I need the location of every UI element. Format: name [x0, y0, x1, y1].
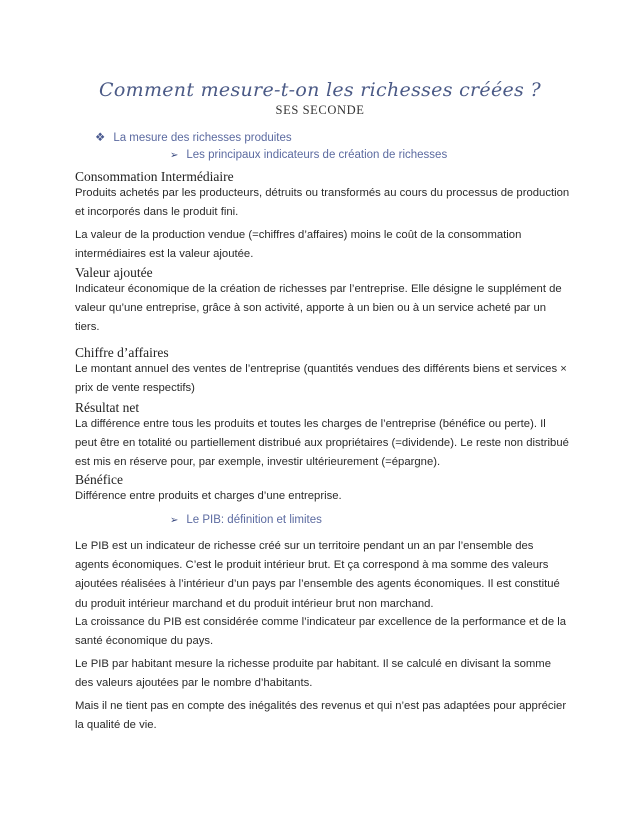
- arrow-bullet-icon: ➢: [170, 150, 179, 161]
- paragraph-ci-valeur: La valeur de la production vendue (=chiffres d’affaires) moins le coût de la consommation intermédiaires est la valeur ajoutée.: [75, 229, 522, 261]
- page-title: Comment mesure-t-on les richesses créées ?: [99, 79, 541, 101]
- subsection-heading-1: ➢ Les principaux indicateurs de création de richesses: [170, 149, 448, 161]
- paragraph-pib-definition: Le PIB est un indicateur de richesse créé sur un territoire pendant un an par l’ensemble des agents économiques. C’est le produit intérieur brut. Et ça correspond à ma somme des valeurs ajoutées réalisées à l’intérieur d’un pays par l’ensemble des agents économiques. Il est constitué du produit intérieur marchand et du produit intérieur brut non marchand.: [75, 540, 560, 610]
- heading-resultat-net: Résultat net: [75, 400, 140, 415]
- paragraph-pib-habitant: Le PIB par habitant mesure la richesse produite par habitant. Il se calculé en divisant la somme des valeurs ajoutées par le nombre d’habitants.: [75, 658, 551, 690]
- heading-valeur-ajoutee: Valeur ajoutée: [75, 265, 153, 280]
- paragraph-resultat-net: La différence entre tous les produits et toutes les charges de l’entreprise (bénéfice ou perte). Il peut être en totalité ou partiellement distribué aux propriétaires (=dividende). Le reste non distribué est mis en réserve pour, par exemple, investir ultérieurement (=épargne).: [75, 418, 569, 469]
- paragraph-valeur-ajoutee: Indicateur économique de la création de richesses par l’entreprise. Elle désigne le supplément de valeur qu’une entreprise, grâce à son activité, apporte à un bien ou à un service acheté par un tiers.: [75, 283, 562, 334]
- paragraph-ci-definition: Produits achetés par les producteurs, détruits ou transformés au cours du processus de production et incorporés dans le produit fini.: [75, 187, 570, 219]
- heading-chiffre-affaires: Chiffre d’affaires: [75, 345, 169, 360]
- section-heading-1: ❖ La mesure des richesses produites: [95, 132, 292, 144]
- page-subtitle: SES SECONDE: [275, 103, 365, 117]
- subsection-heading-2: ➢ Le PIB: définition et limites: [170, 514, 322, 526]
- paragraph-pib-croissance: La croissance du PIB est considérée comme l’indicateur par excellence de la performance et de la santé économique du pays.: [75, 616, 567, 648]
- diamond-bullet-icon: ❖: [95, 132, 106, 144]
- paragraph-pib-limites: Mais il ne tient pas en compte des inégalités des revenus et qui n’est pas adaptées pour apprécier la qualité de vie.: [75, 700, 567, 732]
- paragraph-benefice: Différence entre produits et charges d’une entreprise.: [75, 490, 342, 502]
- paragraph-chiffre-affaires: Le montant annuel des ventes de l’entreprise (quantités vendues des différents biens et services × prix de vente respectifs): [75, 363, 567, 395]
- arrow-bullet-icon: ➢: [170, 515, 179, 526]
- heading-benefice: Bénéfice: [75, 472, 123, 487]
- heading-consommation-intermediaire: Consommation Intermédiaire: [75, 169, 234, 184]
